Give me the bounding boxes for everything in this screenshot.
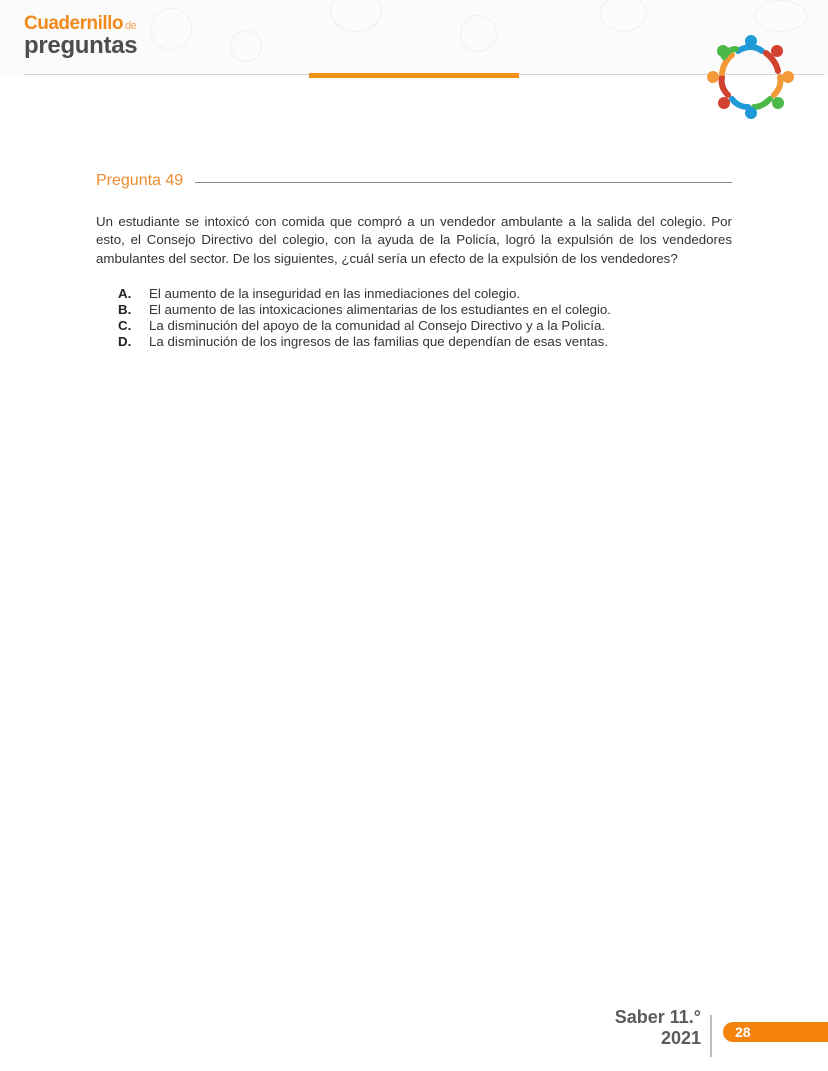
brand-de: de (125, 20, 137, 32)
doodle-decoration (755, 0, 807, 32)
brand-line2: preguntas (24, 32, 138, 59)
brand-title (24, 14, 137, 58)
question-title: Pregunta 49 (96, 172, 184, 189)
doodle-decoration (460, 15, 497, 52)
footer-separator (710, 1015, 712, 1057)
option-letter: C. (118, 318, 132, 334)
option-c[interactable] (118, 318, 732, 334)
option-text: La disminución de los ingresos de las familias que dependían de esas ventas. (149, 334, 609, 350)
header-accent-bar (309, 73, 519, 78)
option-letter: A. (118, 286, 132, 302)
question-title-rule (195, 182, 732, 183)
question-stem: Un estudiante se intoxicó con comida que compró a un vendedor ambulante a la salida del colegio. Por esto, el Consejo Directivo del colegio, con la ayuda de la Policía, logró la expulsión de los vendedores ambulantes del sector. De los siguientes, ¿cuál sería un efecto de la expulsión de los vendedores? (96, 214, 732, 266)
answer-options (96, 286, 732, 350)
option-letter: D. (118, 334, 132, 350)
option-a[interactable] (118, 286, 732, 302)
footer-exam-label (615, 1007, 701, 1049)
option-b[interactable] (118, 302, 732, 318)
exam-name: Saber 11.° (614, 1007, 701, 1027)
question-block (96, 172, 732, 350)
question-header (96, 172, 732, 190)
doodle-decoration (230, 30, 262, 62)
brand-line1: Cuadernillo (24, 13, 124, 34)
option-text: El aumento de las intoxicaciones alimentarias de los estudiantes en el colegio. (149, 302, 611, 318)
option-text: El aumento de la inseguridad en las inmediaciones del colegio. (149, 286, 521, 302)
option-text: La disminución del apoyo de la comunidad al Consejo Directivo y a la Policía. (149, 318, 606, 334)
page-number: 28 (735, 1024, 751, 1040)
people-circle-logo-icon (704, 33, 798, 121)
option-letter: B. (118, 302, 132, 318)
exam-year: 2021 (660, 1028, 701, 1048)
page-number-badge (723, 1022, 828, 1042)
doodle-decoration (600, 0, 647, 32)
option-d[interactable] (118, 334, 732, 350)
doodle-decoration (330, 0, 382, 32)
page-footer (600, 1005, 828, 1055)
doodle-decoration (150, 8, 192, 50)
